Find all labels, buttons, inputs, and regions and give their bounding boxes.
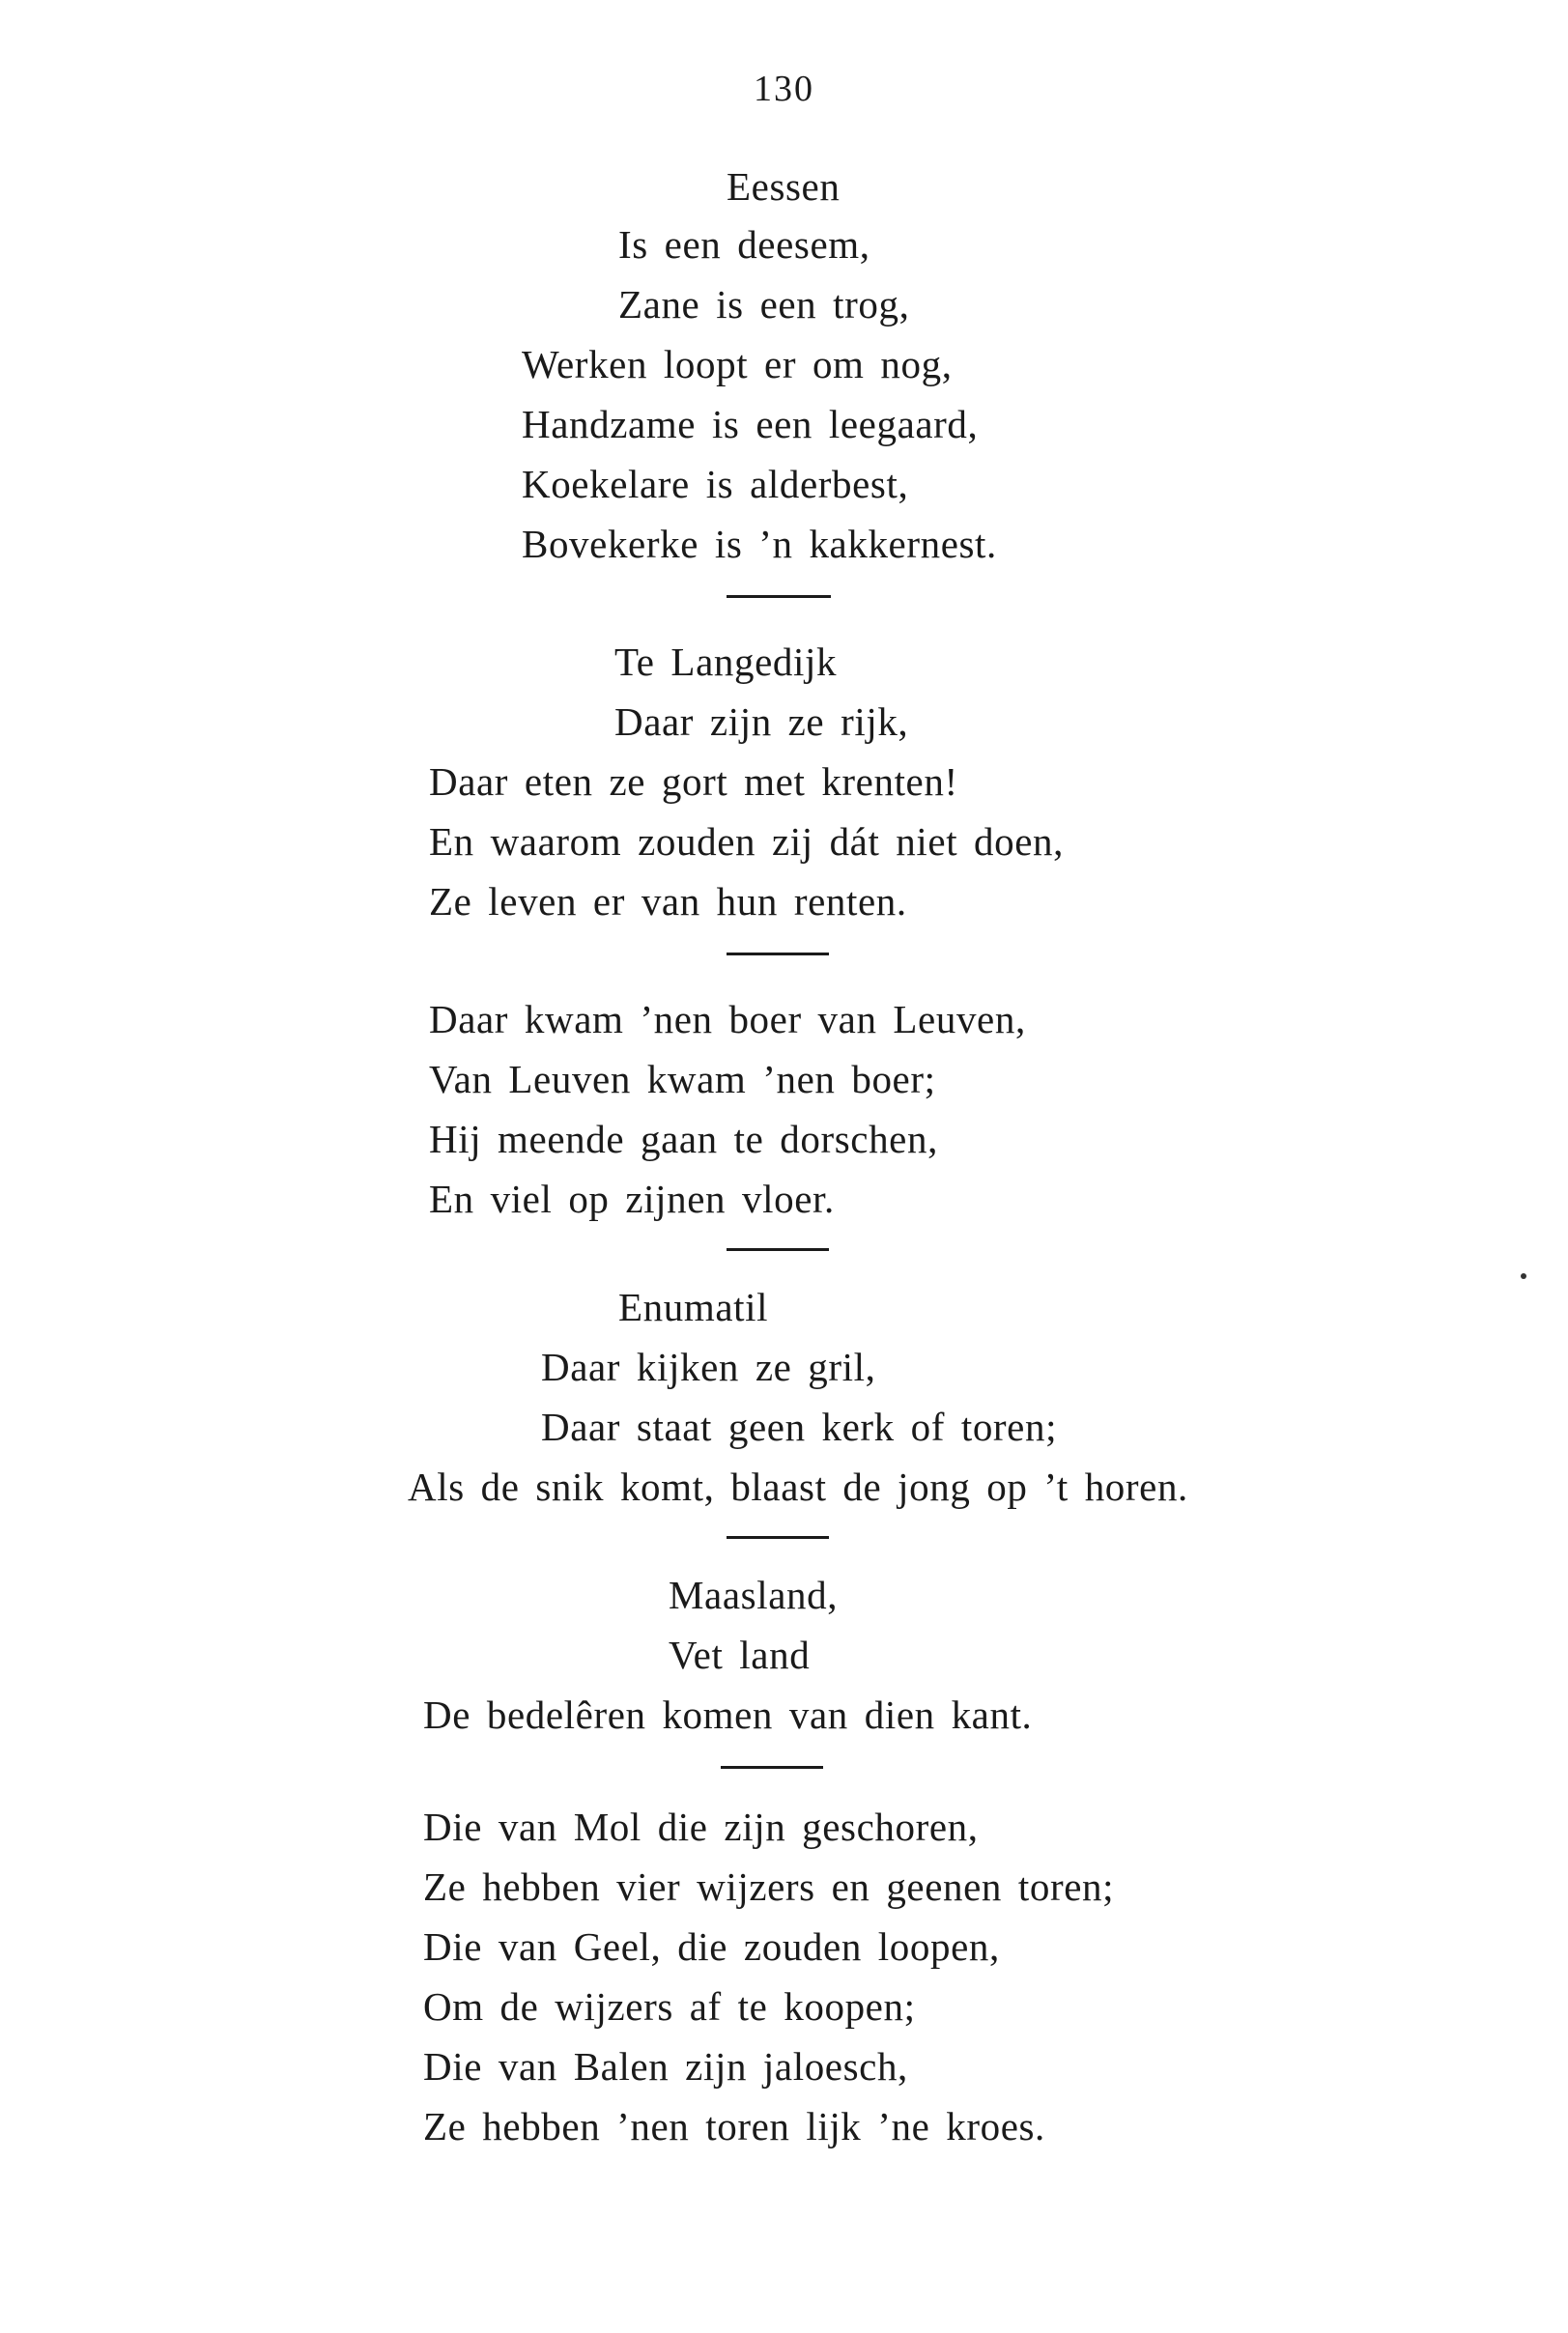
verse-line: Die van Geel, die zouden loopen, [423,1924,1000,1969]
verse-line: Zane is een trog, [618,282,910,327]
verse-line: Vet land [669,1633,811,1677]
verse-line: Daar zijn ze rijk, [614,699,909,744]
verse-line: Maasland, [669,1573,839,1617]
verse-line: Om de wijzers af te koopen; [423,1984,916,2029]
verse-line: Daar kwam ’nen boer van Leuven, [429,997,1026,1041]
verse-line: Van Leuven kwam ’nen boer; [429,1057,936,1101]
verse-line: Ze hebben ’nen toren lijk ’ne kroes. [423,2104,1045,2148]
stanza-divider [721,1766,823,1769]
verse-line: Te Langedijk [614,640,838,684]
stanza-divider [727,1248,829,1251]
verse-line: Die van Balen zijn jaloesch, [423,2044,908,2089]
verse-line: Eessen [727,164,841,209]
verse-line: Handzame is een leegaard, [522,402,979,446]
verse-line: Is een deesem, [618,222,870,267]
verse-line: Werken loopt er om nog, [522,342,953,386]
verse-line: Bovekerke is ’n kakkernest. [522,522,997,566]
stanza-divider [727,953,829,955]
verse-line: Daar kijken ze gril, [541,1345,876,1389]
verse-line: En viel op zijnen vloer. [429,1177,835,1221]
verse-line: Als de snik komt, blaast de jong op ’t horen. [408,1465,1188,1509]
verse-line: Enumatil [618,1285,769,1329]
stanza-divider [727,1536,829,1539]
verse-line: Koekelare is alderbest, [522,462,909,506]
verse-line: En waarom zouden zij dát niet doen, [429,819,1064,864]
scan-speck [1521,1273,1526,1279]
verse-line: Ze hebben vier wijzers en geenen toren; [423,1864,1115,1909]
stanza-divider [727,595,831,598]
page-number: 130 [754,69,814,109]
verse-line: Die van Mol die zijn geschoren, [423,1805,979,1849]
verse-line: Daar staat geen kerk of toren; [541,1405,1058,1449]
verse-line: Hij meende gaan te dorschen, [429,1117,938,1161]
verse-line: Daar eten ze gort met krenten! [429,759,958,804]
verse-line: Ze leven er van hun renten. [429,879,907,924]
verse-line: De bedelêren komen van dien kant. [423,1693,1033,1737]
